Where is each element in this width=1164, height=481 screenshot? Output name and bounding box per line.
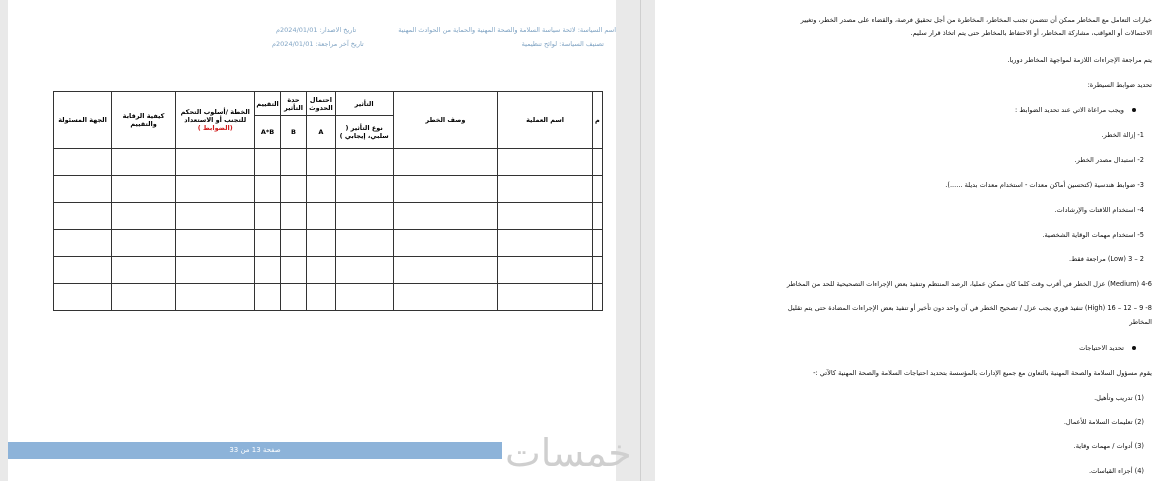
table-cell (112, 203, 176, 230)
control-item: 5- استخدام مهمات الوقاية الشخصية. (1042, 231, 1144, 239)
high-risk-line-1: 8- 9 – 12 – 16 (High) تنفيذ فوري يجب عزل / تصحيح الخطر في آن واحد دون تأخير أو تنفيذ بعض الإجراءات المضادة حتى يتم تقليل (787, 304, 1152, 312)
col-control-plan-line2: للتجنب أو الاستعداد (184, 116, 247, 124)
col-rating: التقييم (255, 92, 280, 116)
table-cell (54, 149, 112, 176)
table-cell (307, 230, 335, 257)
table-row (54, 284, 603, 311)
table-cell (54, 203, 112, 230)
left-page (8, 0, 616, 481)
col-impact-type: نوع التأثير ( سلبي، إيجابي ) (335, 116, 393, 149)
col-control-plan-controls: (الضوابط ) (197, 124, 233, 132)
table-cell (280, 176, 306, 203)
table-cell (112, 149, 176, 176)
need-item: (3) أدوات / مهمات وقاية. (1073, 442, 1144, 450)
col-a: A (307, 116, 335, 149)
policy-name: اسم السياسة: لائحة سياسة السلامة والصحة المهنية والحماية من الحوادث المهنية (398, 26, 616, 34)
control-item: 2- استبدال مصدر الخطر. (1074, 156, 1144, 164)
needs-bullet-text: تحديد الاحتياجات (1079, 344, 1124, 352)
table-cell (54, 284, 112, 311)
table-cell (176, 149, 255, 176)
need-item: (1) تدريب وتأهيل. (1094, 394, 1144, 402)
table-row (54, 203, 603, 230)
col-b: B (280, 116, 306, 149)
table-cell (307, 176, 335, 203)
table-cell (335, 149, 393, 176)
table-cell (54, 257, 112, 284)
controls-heading: تحديد ضوابط السيطرة: (1087, 81, 1152, 89)
control-item: 3- ضوابط هندسية (كتحسين أماكن معدات - استخدام معدات بديلة ......). (945, 181, 1144, 189)
page-number: صفحة 13 من 33 (229, 446, 281, 454)
col-responsible: الجهة المسئولة (54, 92, 112, 149)
table-cell (393, 176, 498, 203)
high-risk-line-2: المخاطر (1129, 318, 1152, 326)
table-cell (255, 284, 280, 311)
table-cell (592, 284, 602, 311)
table-cell (498, 176, 593, 203)
table-cell (176, 230, 255, 257)
table-cell (176, 284, 255, 311)
table-cell (498, 230, 593, 257)
col-control-plan-line1: الخطة /أسلوب التحكم (180, 108, 250, 116)
medium-risk-line: 4-6 (Medium) عزل الخطر في أقرب وقت كلما كان ممكن عمليا، الرصد المنتظم وتنفيذ بعض الإجراءات التصحيحية للحد من المخاطر (786, 280, 1152, 288)
table-cell (255, 176, 280, 203)
table-cell (592, 149, 602, 176)
review-line: يتم مراجعة الإجراءات اللازمة لمواجهة المخاطر دوريا. (1007, 56, 1152, 64)
needs-intro: يقوم مسؤول السلامة والصحة المهنية بالتعاون مع جميع الإدارات بالمؤسسة بتحديد احتياجات السلامة والصحة المهنية كالآتي :- (813, 369, 1152, 377)
bullet-icon (1132, 108, 1136, 112)
col-monitoring: كيفية الرقابة والتقييم (112, 92, 176, 149)
table-cell (255, 203, 280, 230)
control-item: 1- إزالة الخطر. (1101, 131, 1144, 139)
col-severity: حدة التأثير (280, 92, 306, 116)
page-gutter-line (640, 0, 641, 481)
intro-line-2: الاحتمالات أو العواقب، مشاركة المخاطر، أو الاحتفاظ بالمخاطر حتى يتم اتخاذ قرار سليم. (910, 29, 1152, 37)
table-cell (112, 284, 176, 311)
col-process-name: اسم العملية (498, 92, 593, 149)
table-cell (592, 230, 602, 257)
right-page (655, 0, 1164, 481)
table-cell (498, 203, 593, 230)
table-cell (280, 230, 306, 257)
need-item: (2) تعليمات السلامة للأعمال. (1063, 418, 1144, 426)
table-cell (112, 230, 176, 257)
table-row (54, 149, 603, 176)
table-cell (393, 203, 498, 230)
table-cell (255, 149, 280, 176)
table-cell (255, 257, 280, 284)
table-cell (393, 230, 498, 257)
col-number: م (592, 92, 602, 149)
col-axb: A*B (255, 116, 280, 149)
table-cell (335, 257, 393, 284)
table-cell (280, 257, 306, 284)
table-cell (176, 257, 255, 284)
table-row (54, 176, 603, 203)
risk-assessment-table (53, 91, 603, 311)
table-cell (592, 176, 602, 203)
review-date: تاريخ آخر مراجعة: 2024/01/01م (272, 40, 364, 48)
table-cell (498, 257, 593, 284)
table-cell (592, 203, 602, 230)
col-probability: احتمال الحدوث (307, 92, 335, 116)
table-cell (112, 257, 176, 284)
table-cell (335, 203, 393, 230)
policy-class: تصنيف السياسة: لوائح تنظيمية (521, 40, 604, 48)
table-cell (498, 149, 593, 176)
table-cell (280, 284, 306, 311)
table-cell (393, 149, 498, 176)
table-cell (280, 203, 306, 230)
table-cell (176, 203, 255, 230)
table-cell (307, 284, 335, 311)
table-cell (307, 149, 335, 176)
table-cell (592, 257, 602, 284)
table-cell (335, 284, 393, 311)
controls-bullet (1015, 104, 1136, 116)
table-cell (280, 149, 306, 176)
watermark-logo: خمسات (505, 431, 632, 475)
table-cell (54, 176, 112, 203)
bullet-icon (1132, 346, 1136, 350)
table-row (54, 230, 603, 257)
issue-date: تاريخ الاصدار: 2024/01/01م (276, 26, 357, 34)
col-control-plan (176, 92, 255, 149)
intro-line-1: خيارات التعامل مع المخاطر ممكن أن تتضمن تجنب المخاطر، المخاطرة من أجل تحقيق فرصة، والقضاء على مصدر الخطر، وتغيير (800, 16, 1152, 24)
table-cell (393, 284, 498, 311)
table-cell (176, 176, 255, 203)
table-cell (335, 176, 393, 203)
table-cell (255, 230, 280, 257)
table-cell (307, 203, 335, 230)
control-item: 4- استخدام اللافتات والإرشادات. (1054, 206, 1144, 214)
table-cell (335, 230, 393, 257)
table-cell (498, 284, 593, 311)
table-row (54, 257, 603, 284)
needs-bullet (1079, 342, 1136, 354)
table-cell (112, 176, 176, 203)
low-risk-line: 2 – 3 (Low) مراجعة فقط. (1069, 255, 1144, 263)
table-cell (393, 257, 498, 284)
controls-bullet-text: ويجب مراعاة الاتي عند تحديد الضوابط : (1015, 106, 1124, 114)
col-impact: التأثير (335, 92, 393, 116)
table-cell (307, 257, 335, 284)
need-item: (4) أجزاء القياسات. (1088, 467, 1144, 475)
col-risk-description: وصف الخطر (393, 92, 498, 149)
table-cell (54, 230, 112, 257)
